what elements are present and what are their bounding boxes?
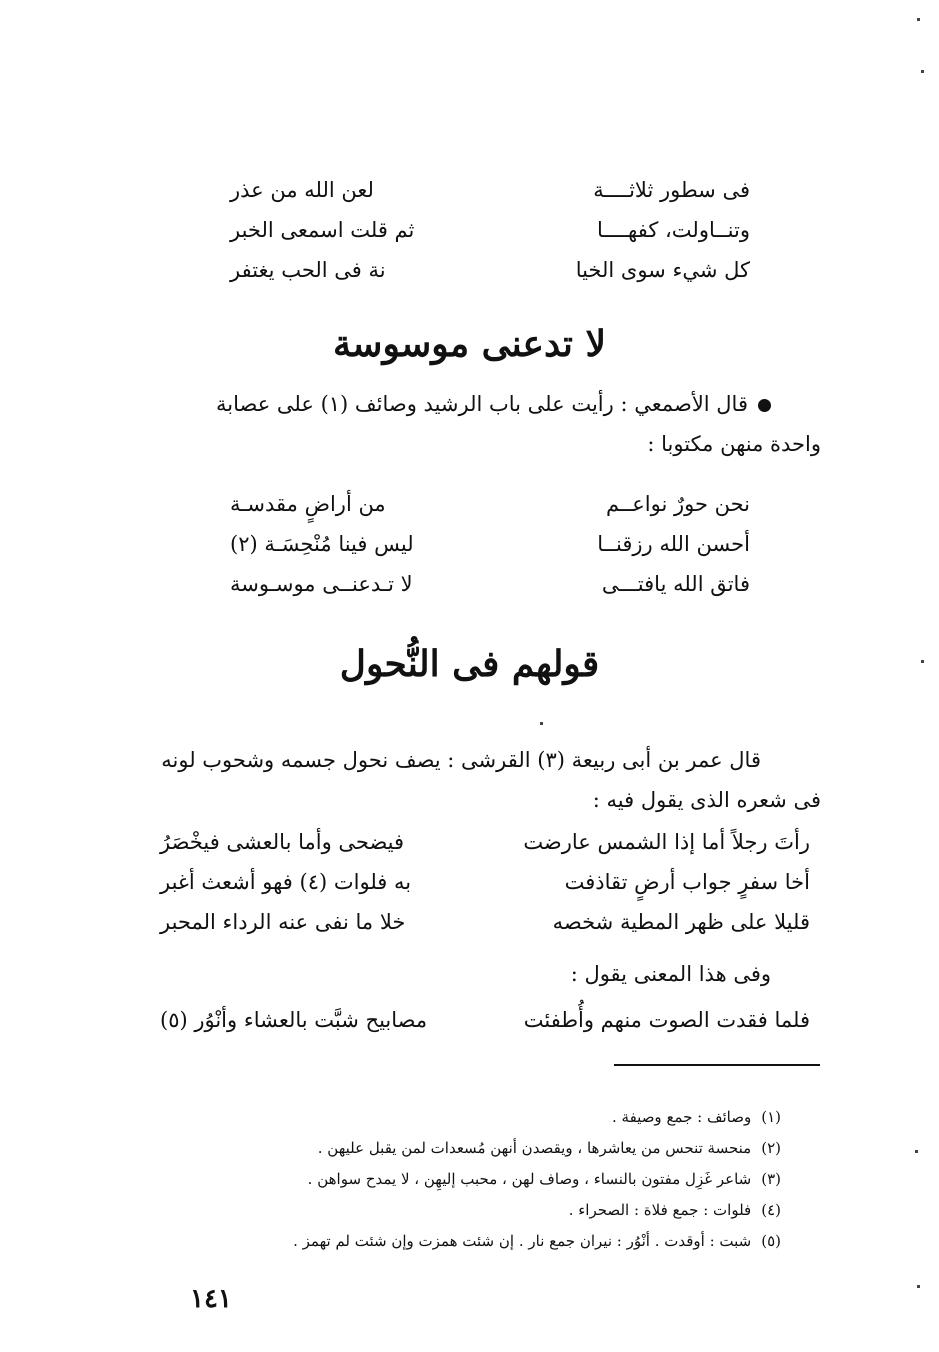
second-hemistich: مصابيح شبَّت بالعشاء وأنْوُر (٥) (160, 1008, 428, 1032)
page-number: ١٤١ (190, 1284, 232, 1314)
footnote-number: (٥) (761, 1232, 781, 1250)
first-hemistich: قليلا على ظهر المطية شخصه (552, 910, 810, 934)
second-hemistich: ثم قلت اسمعى الخبر (230, 218, 415, 242)
verse-line (230, 484, 750, 524)
first-hemistich: نحن حورٌ نواعــم (605, 492, 750, 516)
footnote (161, 1226, 781, 1257)
poem-4 (160, 1000, 810, 1040)
second-hemistich: نة فى الحب يغتفر (230, 258, 386, 282)
bullet-icon (758, 399, 771, 412)
first-hemistich: أخا سفرٍ جواب أرضٍ تقاذفت (564, 870, 810, 894)
footnote-separator (614, 1064, 820, 1066)
intro-paragraph-2: قال عمر بن أبى ربيعة (٣) القرشى : يصف نحول جسمه وشحوب لونه (161, 748, 761, 772)
footnote-text: وصائف : جمع وصيفة . (612, 1108, 752, 1126)
section-heading-1: لا تدعنى موسوسة (333, 323, 606, 365)
first-hemistich: فلما فقدت الصوت منهم وأُطفئت (523, 1008, 810, 1032)
verse-line (230, 210, 750, 250)
verse-line (230, 170, 750, 210)
first-hemistich: أحسن الله رزقنــا (597, 532, 750, 556)
footnote-number: (٤) (761, 1201, 781, 1219)
second-hemistich: ليس فينا مُنْحِسَـة (٢) (230, 532, 414, 556)
second-hemistich: لا تـدعنــى موسـوسة (230, 572, 413, 596)
second-hemistich: من أراضٍ مقدسـة (230, 492, 386, 516)
verse-line (160, 902, 810, 942)
second-hemistich: به فلوات (٤) فهو أشعث أغبر (160, 870, 412, 894)
verse-line (160, 1000, 810, 1040)
scan-speck (540, 722, 543, 725)
intro-paragraph-1-cont: واحدة منهن مكتوبا : (647, 432, 821, 456)
second-hemistich: فيضحى وأما بالعشى فيخْصَرُ (160, 830, 405, 854)
intro-line (151, 386, 771, 422)
scan-speck (921, 70, 924, 73)
first-hemistich: كل شيء سوى الخيا (575, 258, 750, 282)
verse-line (230, 250, 750, 290)
footnote-number: (١) (761, 1108, 781, 1126)
poem-3 (160, 822, 810, 942)
poem-1 (230, 170, 750, 290)
intro-paragraph-2-cont: فى شعره الذى يقول فيه : (592, 788, 821, 812)
footnote (161, 1102, 781, 1133)
footnote-number: (٣) (761, 1170, 781, 1188)
second-hemistich: لعن الله من عذر (230, 178, 374, 202)
footnote-text: شاعر غَزِل مفتون بالنساء ، وصاف لهن ، محبب إليهِن ، لا يمدح سواهن . (307, 1170, 752, 1188)
verse-line (160, 862, 810, 902)
first-hemistich: رأتَ رجلاً أما إذا الشمس عارضت (523, 830, 810, 854)
section-heading-2: قولهم فى النُّحول (339, 643, 600, 685)
scan-speck (915, 1150, 918, 1153)
intro-paragraph-3: وفى هذا المعنى يقول : (570, 962, 771, 986)
footnote (161, 1133, 781, 1164)
footnote-text: فلوات : جمع فلاة : الصحراء . (568, 1201, 752, 1219)
footnote-number: (٢) (761, 1139, 781, 1157)
second-hemistich: خلا ما نفى عنه الرداء المحبر (160, 910, 406, 934)
footnote-text: منحسة تنحس من يعاشرها ، ويقصدن أنهن مُسعدات لمن يقبل عليهن . (317, 1139, 752, 1157)
first-hemistich: فاتق الله يافتـــى (601, 572, 750, 596)
scan-speck (921, 660, 924, 663)
footnote (161, 1164, 781, 1195)
intro-text: قال الأصمعي : رأيت على باب الرشيد وصائف (١) على عصابة (215, 392, 748, 416)
first-hemistich: فى سطور ثلاثــــة (593, 178, 750, 202)
footnote-text: شبت : أوقدت . أنْوُر : نيران جمع نار . إن شئت همزت وإن شئت لم تهمز . (293, 1232, 752, 1250)
poem-2 (230, 484, 750, 604)
scan-speck (917, 1285, 920, 1288)
verse-line (160, 822, 810, 862)
footnote (161, 1195, 781, 1226)
first-hemistich: وتنــاولت، كفهــــا (597, 218, 750, 242)
footnotes (161, 1102, 781, 1257)
scan-speck (917, 18, 920, 21)
intro-paragraph-1 (151, 386, 771, 422)
verse-line (230, 564, 750, 604)
verse-line (230, 524, 750, 564)
